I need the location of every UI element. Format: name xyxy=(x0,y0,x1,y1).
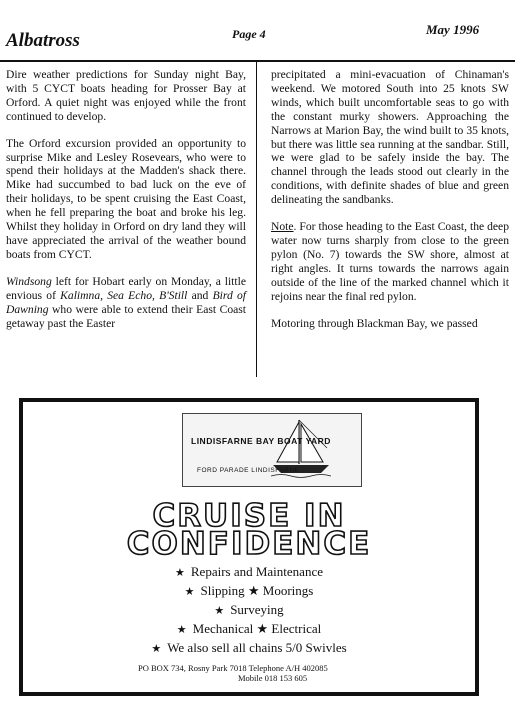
boat-name: Windsong xyxy=(6,274,52,288)
logo-name: LINDISFARNE BAY BOAT YARD xyxy=(191,436,331,446)
service-item xyxy=(23,600,475,621)
issue-date: May 1996 xyxy=(426,22,480,37)
logo-address: FORD PARADE LINDISFARNE xyxy=(197,467,300,474)
boatyard-advertisement xyxy=(19,398,479,696)
service-item xyxy=(23,581,475,602)
service-item xyxy=(23,562,475,583)
contact-details xyxy=(138,663,328,683)
left-column xyxy=(6,68,246,343)
address-line: PO BOX 734, Rosny Park 7018 Telephone A/H 402085 xyxy=(138,663,328,673)
page-number: Page 4 xyxy=(232,27,266,41)
boatyard-logo xyxy=(182,413,362,487)
text-run: . For those heading to the East Coast, the deep water now turns sharply from close to the green pylon (No. 7) towards the SW shore, almost at right angles. It turns towards the narrows again outside of the line of the marked channel which it rejoins near the final red pylon. xyxy=(271,220,509,303)
note-label: Note xyxy=(271,220,294,234)
star-icon: ★ xyxy=(176,624,187,636)
boat-name: Bird of Dawning xyxy=(6,288,246,316)
service-label: Repairs and Maintenance xyxy=(190,564,323,579)
star-icon: ★ xyxy=(175,567,185,579)
service-label: We also sell all chains 5/0 Swivles xyxy=(167,640,347,655)
service-item xyxy=(23,619,475,640)
ad-headline-line1: CRUISE IN xyxy=(152,498,346,534)
paragraph xyxy=(271,220,509,303)
paragraph: precipitated a mini-evacuation of Chinaman's weekend. We motored South into 25 knots SW winds, which built uncomfortable seas to go with the constant murky showers. Approaching the Narrows at Marion Bay, the wind built to 35 knots, but there was little sea running at the sandbar. Still, we were glad to be safely inside the bay. The channel through the leads stood out clearly in the conditions, with definite shades of blue and green delineating the sandbanks. xyxy=(271,68,509,207)
mobile-line: Mobile 018 153 605 xyxy=(238,673,308,683)
star-icon: ★ xyxy=(151,643,162,655)
paragraph xyxy=(6,275,246,331)
newsletter-title: Albatross xyxy=(6,30,80,51)
star-icon: ★ xyxy=(214,605,225,617)
paragraph: Dire weather predictions for Sunday night Bay, with 5 CYCT boats heading for Prosser Bay at Orford. A quiet night was enjoyed while the front continued to develop. xyxy=(6,68,246,123)
paragraph: The Orford excursion provided an opportunity to surprise Mike and Lesley Rosevears, who were to spend their holidays at the Madden's shack there. Mike had succumbed to bad luck on the eve of their holidays, to be spent cruising the East Coast, when he fell preparing the boat and broke his leg. Whilst they holiday in Orford on dry land they will have appreciated the arrival of the weather bound boats from CYCT. xyxy=(6,136,246,261)
header-rule xyxy=(0,60,515,62)
paragraph: Motoring through Blackman Bay, we passed xyxy=(271,316,478,330)
service-label: Mechanical ★ Electrical xyxy=(192,621,322,636)
ad-headline-line2: CONFIDENCE xyxy=(126,526,372,562)
boat-name: Kalimna, Sea Echo, B'Still xyxy=(60,288,188,302)
text-run: left for Hobart early on Monday, a little envious of xyxy=(6,274,246,302)
column-divider xyxy=(256,61,257,377)
text-run: and xyxy=(187,288,213,302)
service-label: Slipping ★ Moorings xyxy=(200,583,314,598)
text-run: who were able to extend their East Coast getaway past the Easter xyxy=(6,302,246,330)
star-icon: ★ xyxy=(184,586,195,598)
service-label: Surveying xyxy=(230,602,284,617)
right-column xyxy=(271,68,509,343)
service-item xyxy=(23,638,475,659)
